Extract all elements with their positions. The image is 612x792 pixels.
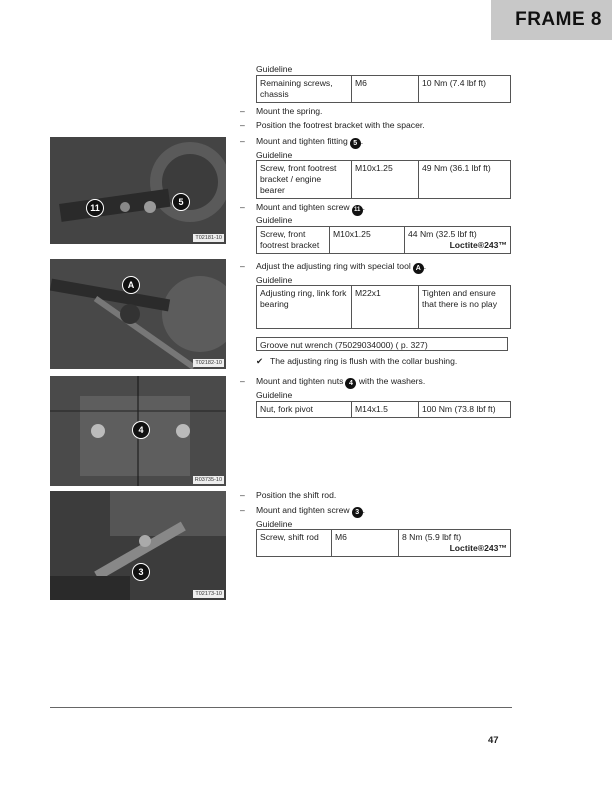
step-dash: – [240,202,245,212]
table-cell: Nut, fork pivot [257,402,352,418]
loctite-label: Loctite®243™ [449,240,507,250]
photo-shift-rod [50,491,226,600]
table-cell: Adjusting ring, link fork bearing [257,286,352,329]
guideline-label: Guideline [256,150,293,160]
photo-illustration [50,137,226,244]
photo-fork-pivot [50,376,226,486]
footer-rule [50,707,512,708]
table-cell: Screw, front footrest bracket / engine bearer [257,161,352,199]
torque-value: 8 Nm (5.9 lbf ft) [402,532,462,542]
table-cell: M6 [332,530,399,557]
guideline-table-footrest [256,160,511,199]
table-cell [405,227,511,254]
marker-3: 3 [132,563,150,581]
photo-code: T02173-10 [195,591,222,597]
table-cell: M14x1.5 [352,402,419,418]
step-text-main: Mount and tighten nuts [256,376,344,386]
step-text [256,376,425,389]
chapter-tab [491,0,612,40]
table-cell: M10x1.25 [330,227,405,254]
guideline-table-shift-rod [256,529,511,557]
guideline-table-adjusting-ring [256,285,511,329]
step-dash: – [240,120,245,130]
marker-A: A [122,276,140,294]
step-dash: – [240,505,245,515]
step-text: Mount and tighten screw 11 . [256,202,365,216]
table-cell: M22x1 [352,286,419,329]
step-text-main: Mount and tighten screw [256,202,350,212]
table-cell: M6 [352,76,419,103]
guideline-label: Guideline [256,215,293,225]
step-text: Mount the spring. [256,106,323,116]
step-text-suffix: with the washers. [358,376,426,386]
marker-4: 4 [132,421,150,439]
step-dash: – [240,261,245,271]
chapter-title: FRAME 8 [515,9,602,30]
step-text-main: Adjust the adjusting ring with special tool [256,261,411,271]
loctite-label: Loctite®243™ [449,543,507,553]
guideline-table-chassis [256,75,511,103]
step-dash: – [240,490,245,500]
guideline-table-front-footrest [256,226,511,254]
table-cell: 100 Nm (73.8 lbf ft) [419,402,511,418]
photo-footrest-bracket [50,137,226,244]
step-text: Adjust the adjusting ring with special tool A . [256,261,427,272]
step-text: Mount and tighten fitting 5 . [256,136,364,147]
table-cell [399,530,511,557]
step-text-main: Mount and tighten screw [256,505,350,515]
table-cell: Screw, front footrest bracket [257,227,330,254]
table-cell: 49 Nm (36.1 lbf ft) [419,161,511,199]
photo-code: R03735-10 [194,477,222,483]
photo-illustration [50,491,226,600]
step-text: Position the shift rod. [256,490,337,500]
step-dash: – [240,376,245,386]
result-line [256,356,457,367]
callout-number: 5 [350,138,361,149]
guideline-label: Guideline [256,519,293,529]
step-text: Mount and tighten screw 3 . [256,505,366,516]
check-icon: ✔ [256,356,264,366]
marker-11: 11 [86,199,104,217]
marker-5: 5 [172,193,190,211]
result-text: The adjusting ring is flush with the collar bushing. [270,356,458,366]
table-cell: Tighten and ensure that there is no play [419,286,511,329]
callout-number: 3 [352,507,363,518]
guideline-label: Guideline [256,64,293,74]
guideline-label: Guideline [256,390,293,400]
step-dash: – [240,136,245,146]
photo-code: T02181-10 [195,235,222,241]
table-cell: 10 Nm (7.4 lbf ft) [419,76,511,103]
callout-number: 4 [345,378,356,389]
guideline-table-fork-pivot [256,401,511,418]
table-cell: M10x1.25 [352,161,419,199]
table-cell: Remaining screws, chassis [257,76,352,103]
torque-value: 44 Nm (32.5 lbf ft) [408,229,477,239]
photo-code: T02182-10 [195,360,222,366]
special-tool-box: Groove nut wrench (75029034000) ( p. 327) [256,337,508,351]
table-cell: Screw, shift rod [257,530,332,557]
photo-adjusting-ring [50,259,226,369]
callout-number: 11 [352,205,363,216]
step-dash: – [240,106,245,116]
photo-illustration [50,259,226,369]
step-text: Position the footrest bracket with the spacer. [256,120,425,130]
page-number: 47 [488,735,499,746]
guideline-label: Guideline [256,275,293,285]
step-text-main: Mount and tighten fitting [256,136,348,146]
callout-letter: A [413,263,424,274]
